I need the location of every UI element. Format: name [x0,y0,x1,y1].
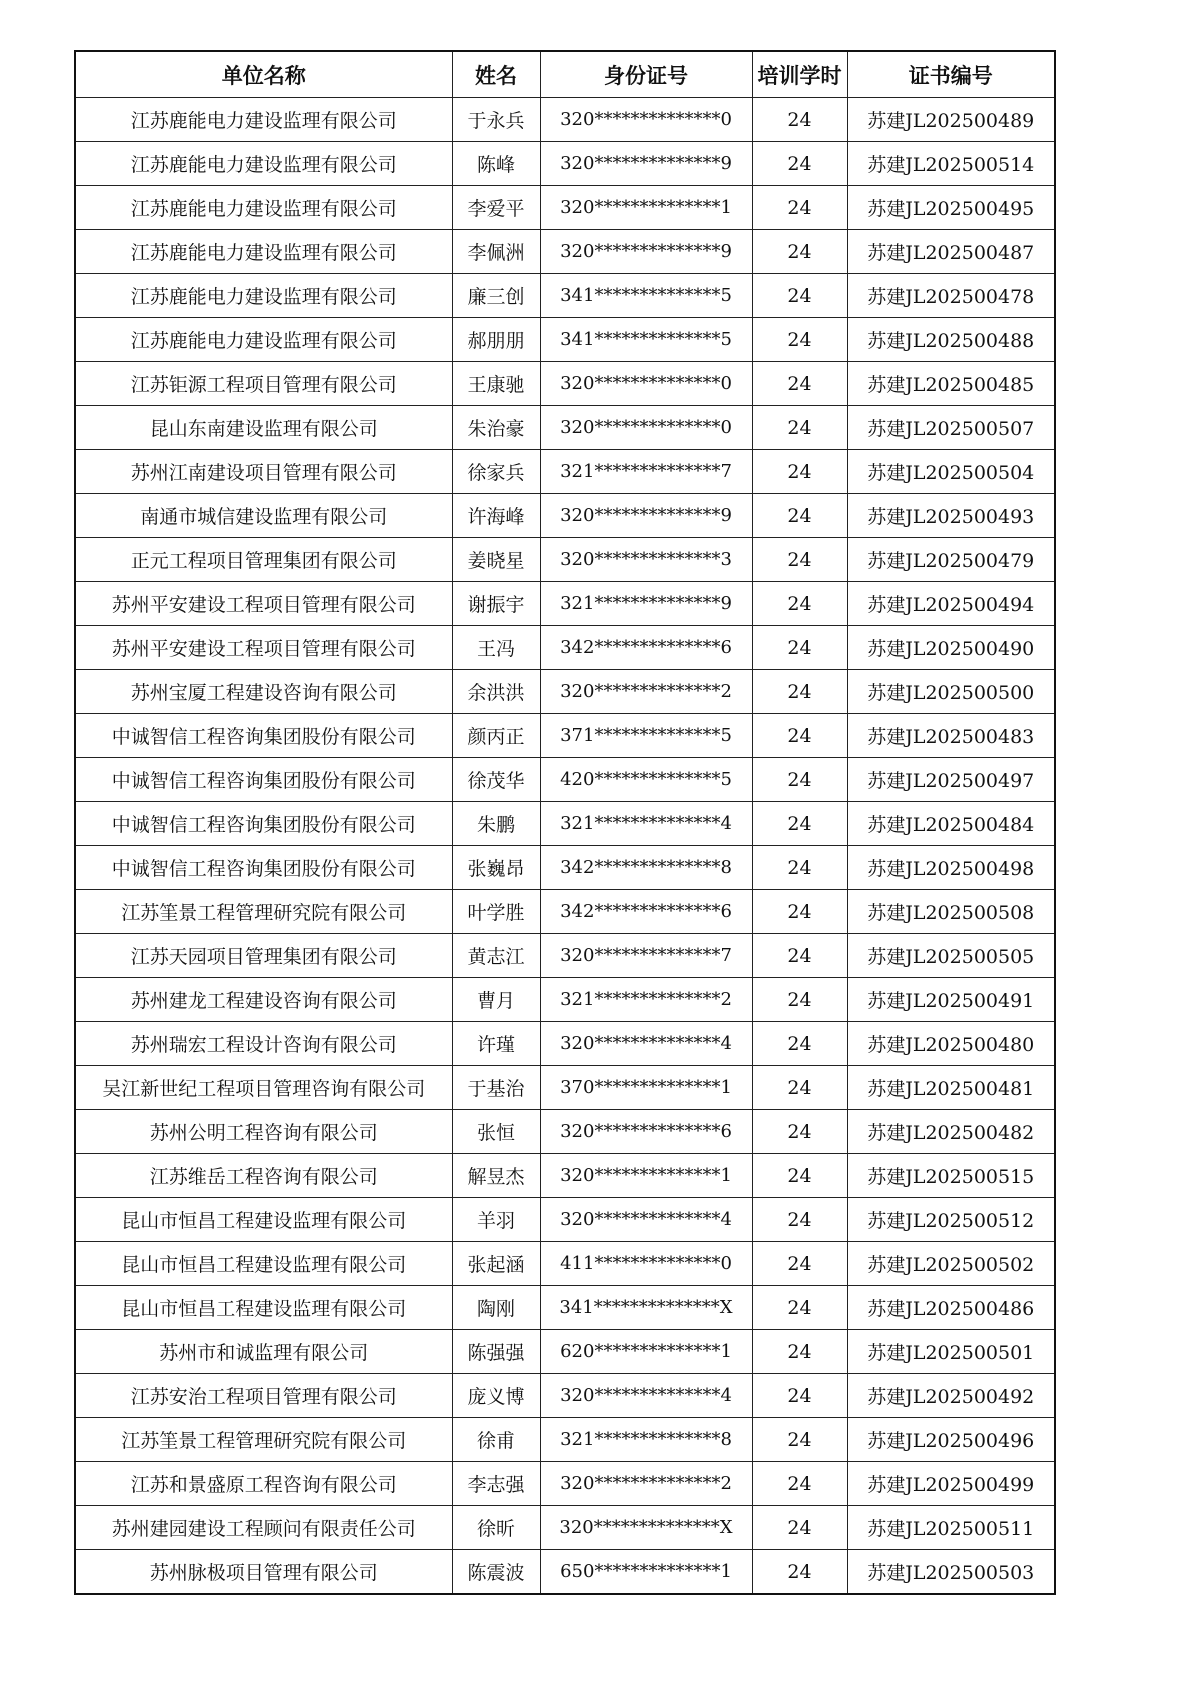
cell-name: 陶刚 [452,1286,540,1330]
cell-certificate-number: 苏建JL202500485 [847,362,1055,406]
cell-company: 苏州脉极项目管理有限公司 [75,1550,452,1595]
cell-certificate-number: 苏建JL202500494 [847,582,1055,626]
cell-training-hours: 24 [752,670,847,714]
table-row [75,934,1055,978]
cell-id-number: 341**************5 [540,318,752,362]
cell-id-number: 320**************9 [540,494,752,538]
cell-id-number: 320**************2 [540,670,752,714]
cell-training-hours: 24 [752,1022,847,1066]
cell-company: 苏州建园建设工程顾问有限责任公司 [75,1506,452,1550]
cell-company: 昆山市恒昌工程建设监理有限公司 [75,1286,452,1330]
cell-id-number: 320**************X [540,1506,752,1550]
cell-name: 庞义博 [452,1374,540,1418]
cell-company: 中诚智信工程咨询集团股份有限公司 [75,802,452,846]
cell-name: 李爱平 [452,186,540,230]
cell-name: 王康驰 [452,362,540,406]
cell-id-number: 320**************4 [540,1374,752,1418]
cell-company: 中诚智信工程咨询集团股份有限公司 [75,758,452,802]
cell-training-hours: 24 [752,1110,847,1154]
cell-id-number: 341**************X [540,1286,752,1330]
table-row [75,186,1055,230]
cell-training-hours: 24 [752,846,847,890]
cell-training-hours: 24 [752,1462,847,1506]
cell-company: 中诚智信工程咨询集团股份有限公司 [75,714,452,758]
table-row [75,978,1055,1022]
cell-certificate-number: 苏建JL202500496 [847,1418,1055,1462]
cell-name: 叶学胜 [452,890,540,934]
cell-name: 许海峰 [452,494,540,538]
cell-company: 苏州江南建设项目管理有限公司 [75,450,452,494]
cell-company: 江苏筀景工程管理研究院有限公司 [75,890,452,934]
cell-company: 昆山东南建设监理有限公司 [75,406,452,450]
cell-certificate-number: 苏建JL202500503 [847,1550,1055,1595]
cell-company: 江苏钜源工程项目管理有限公司 [75,362,452,406]
cell-company: 江苏鹿能电力建设监理有限公司 [75,274,452,318]
header-row [75,51,1055,98]
cell-training-hours: 24 [752,186,847,230]
cell-training-hours: 24 [752,1198,847,1242]
table-row [75,802,1055,846]
cell-name: 陈强强 [452,1330,540,1374]
cell-id-number: 320**************0 [540,406,752,450]
cell-certificate-number: 苏建JL202500515 [847,1154,1055,1198]
cell-company: 昆山市恒昌工程建设监理有限公司 [75,1242,452,1286]
table-row [75,538,1055,582]
cell-id-number: 320**************4 [540,1198,752,1242]
cell-company: 苏州平安建设工程项目管理有限公司 [75,582,452,626]
training-roster-table [74,50,1056,1595]
header-name: 姓名 [452,51,540,98]
cell-id-number: 420**************5 [540,758,752,802]
cell-name: 张起涵 [452,1242,540,1286]
cell-training-hours: 24 [752,1154,847,1198]
cell-id-number: 411**************0 [540,1242,752,1286]
cell-id-number: 320**************9 [540,230,752,274]
cell-company: 江苏安治工程项目管理有限公司 [75,1374,452,1418]
cell-id-number: 342**************6 [540,890,752,934]
cell-certificate-number: 苏建JL202500497 [847,758,1055,802]
cell-id-number: 341**************5 [540,274,752,318]
cell-training-hours: 24 [752,582,847,626]
cell-training-hours: 24 [752,450,847,494]
cell-company: 苏州瑞宏工程设计咨询有限公司 [75,1022,452,1066]
cell-training-hours: 24 [752,758,847,802]
cell-name: 张巍昂 [452,846,540,890]
table-row [75,670,1055,714]
cell-name: 于基治 [452,1066,540,1110]
cell-certificate-number: 苏建JL202500480 [847,1022,1055,1066]
cell-certificate-number: 苏建JL202500486 [847,1286,1055,1330]
roster-body [75,98,1055,1595]
table-row [75,230,1055,274]
cell-company: 南通市城信建设监理有限公司 [75,494,452,538]
cell-certificate-number: 苏建JL202500504 [847,450,1055,494]
cell-training-hours: 24 [752,142,847,186]
cell-name: 谢振宇 [452,582,540,626]
cell-name: 廉三创 [452,274,540,318]
cell-certificate-number: 苏建JL202500500 [847,670,1055,714]
cell-id-number: 320**************0 [540,98,752,142]
table-row [75,1418,1055,1462]
cell-certificate-number: 苏建JL202500483 [847,714,1055,758]
cell-training-hours: 24 [752,98,847,142]
cell-name: 王冯 [452,626,540,670]
cell-id-number: 370**************1 [540,1066,752,1110]
cell-certificate-number: 苏建JL202500491 [847,978,1055,1022]
cell-name: 朱治豪 [452,406,540,450]
cell-id-number: 320**************0 [540,362,752,406]
header-training-hours: 培训学时 [752,51,847,98]
cell-id-number: 342**************8 [540,846,752,890]
cell-id-number: 371**************5 [540,714,752,758]
cell-company: 江苏和景盛原工程咨询有限公司 [75,1462,452,1506]
table-row [75,1066,1055,1110]
cell-name: 曹月 [452,978,540,1022]
cell-training-hours: 24 [752,626,847,670]
table-row [75,1242,1055,1286]
table-row [75,846,1055,890]
table-row [75,406,1055,450]
cell-name: 徐家兵 [452,450,540,494]
cell-training-hours: 24 [752,1286,847,1330]
cell-company: 苏州市和诚监理有限公司 [75,1330,452,1374]
cell-training-hours: 24 [752,1550,847,1595]
cell-company: 苏州公明工程咨询有限公司 [75,1110,452,1154]
cell-training-hours: 24 [752,934,847,978]
table-row [75,1110,1055,1154]
table-row [75,582,1055,626]
cell-training-hours: 24 [752,802,847,846]
cell-id-number: 321**************4 [540,802,752,846]
table-row [75,758,1055,802]
cell-certificate-number: 苏建JL202500507 [847,406,1055,450]
cell-certificate-number: 苏建JL202500482 [847,1110,1055,1154]
cell-id-number: 320**************1 [540,186,752,230]
table-row [75,1550,1055,1595]
cell-name: 陈峰 [452,142,540,186]
cell-id-number: 321**************9 [540,582,752,626]
cell-company: 江苏鹿能电力建设监理有限公司 [75,186,452,230]
cell-certificate-number: 苏建JL202500514 [847,142,1055,186]
table-row [75,142,1055,186]
cell-training-hours: 24 [752,274,847,318]
cell-certificate-number: 苏建JL202500495 [847,186,1055,230]
cell-certificate-number: 苏建JL202500511 [847,1506,1055,1550]
cell-company: 正元工程项目管理集团有限公司 [75,538,452,582]
table-row [75,318,1055,362]
cell-company: 苏州建龙工程建设咨询有限公司 [75,978,452,1022]
cell-id-number: 320**************2 [540,1462,752,1506]
cell-name: 于永兵 [452,98,540,142]
cell-company: 江苏维岳工程咨询有限公司 [75,1154,452,1198]
cell-name: 许瑾 [452,1022,540,1066]
cell-company: 江苏鹿能电力建设监理有限公司 [75,142,452,186]
cell-company: 苏州宝厦工程建设咨询有限公司 [75,670,452,714]
cell-certificate-number: 苏建JL202500493 [847,494,1055,538]
header-certificate-number: 证书编号 [847,51,1055,98]
cell-company: 苏州平安建设工程项目管理有限公司 [75,626,452,670]
cell-training-hours: 24 [752,1374,847,1418]
cell-company: 江苏天园项目管理集团有限公司 [75,934,452,978]
table-row [75,626,1055,670]
table-row [75,890,1055,934]
cell-training-hours: 24 [752,890,847,934]
cell-name: 羊羽 [452,1198,540,1242]
table-row [75,494,1055,538]
cell-certificate-number: 苏建JL202500484 [847,802,1055,846]
cell-certificate-number: 苏建JL202500489 [847,98,1055,142]
cell-name: 余洪洪 [452,670,540,714]
cell-name: 徐昕 [452,1506,540,1550]
cell-id-number: 321**************2 [540,978,752,1022]
cell-certificate-number: 苏建JL202500490 [847,626,1055,670]
cell-id-number: 320**************9 [540,142,752,186]
cell-company: 昆山市恒昌工程建设监理有限公司 [75,1198,452,1242]
cell-certificate-number: 苏建JL202500502 [847,1242,1055,1286]
cell-id-number: 650**************1 [540,1550,752,1595]
cell-name: 李佩洲 [452,230,540,274]
cell-name: 黄志江 [452,934,540,978]
cell-company: 中诚智信工程咨询集团股份有限公司 [75,846,452,890]
table-row [75,1330,1055,1374]
cell-certificate-number: 苏建JL202500505 [847,934,1055,978]
header-company: 单位名称 [75,51,452,98]
cell-training-hours: 24 [752,1506,847,1550]
cell-name: 郝朋朋 [452,318,540,362]
header-id-number: 身份证号 [540,51,752,98]
cell-training-hours: 24 [752,1330,847,1374]
cell-name: 颜丙正 [452,714,540,758]
cell-certificate-number: 苏建JL202500481 [847,1066,1055,1110]
cell-name: 张恒 [452,1110,540,1154]
cell-id-number: 320**************7 [540,934,752,978]
cell-certificate-number: 苏建JL202500501 [847,1330,1055,1374]
cell-company: 江苏鹿能电力建设监理有限公司 [75,318,452,362]
cell-training-hours: 24 [752,230,847,274]
table-row [75,1198,1055,1242]
cell-certificate-number: 苏建JL202500488 [847,318,1055,362]
cell-training-hours: 24 [752,1418,847,1462]
cell-company: 江苏鹿能电力建设监理有限公司 [75,230,452,274]
cell-company: 江苏筀景工程管理研究院有限公司 [75,1418,452,1462]
cell-name: 姜晓星 [452,538,540,582]
cell-name: 朱鹏 [452,802,540,846]
cell-name: 徐甫 [452,1418,540,1462]
cell-id-number: 321**************7 [540,450,752,494]
cell-id-number: 320**************4 [540,1022,752,1066]
table-row [75,362,1055,406]
cell-training-hours: 24 [752,1066,847,1110]
cell-training-hours: 24 [752,714,847,758]
cell-id-number: 620**************1 [540,1330,752,1374]
cell-name: 徐茂华 [452,758,540,802]
cell-name: 解昱杰 [452,1154,540,1198]
cell-certificate-number: 苏建JL202500498 [847,846,1055,890]
cell-certificate-number: 苏建JL202500478 [847,274,1055,318]
table-row [75,1462,1055,1506]
cell-id-number: 320**************1 [540,1154,752,1198]
cell-id-number: 342**************6 [540,626,752,670]
cell-certificate-number: 苏建JL202500487 [847,230,1055,274]
cell-training-hours: 24 [752,318,847,362]
table-row [75,274,1055,318]
table-row [75,98,1055,142]
table-row [75,1154,1055,1198]
cell-certificate-number: 苏建JL202500479 [847,538,1055,582]
cell-id-number: 320**************3 [540,538,752,582]
table-row [75,714,1055,758]
cell-training-hours: 24 [752,978,847,1022]
cell-certificate-number: 苏建JL202500499 [847,1462,1055,1506]
cell-id-number: 321**************8 [540,1418,752,1462]
table-row [75,1374,1055,1418]
cell-name: 陈震波 [452,1550,540,1595]
cell-certificate-number: 苏建JL202500508 [847,890,1055,934]
table-row [75,1506,1055,1550]
cell-name: 李志强 [452,1462,540,1506]
cell-company: 江苏鹿能电力建设监理有限公司 [75,98,452,142]
table-row [75,1286,1055,1330]
cell-training-hours: 24 [752,494,847,538]
table-row [75,450,1055,494]
cell-training-hours: 24 [752,406,847,450]
table-row [75,1022,1055,1066]
cell-training-hours: 24 [752,362,847,406]
cell-training-hours: 24 [752,538,847,582]
cell-company: 吴江新世纪工程项目管理咨询有限公司 [75,1066,452,1110]
cell-certificate-number: 苏建JL202500512 [847,1198,1055,1242]
cell-certificate-number: 苏建JL202500492 [847,1374,1055,1418]
cell-id-number: 320**************6 [540,1110,752,1154]
cell-training-hours: 24 [752,1242,847,1286]
roster-sheet [74,50,1056,1595]
